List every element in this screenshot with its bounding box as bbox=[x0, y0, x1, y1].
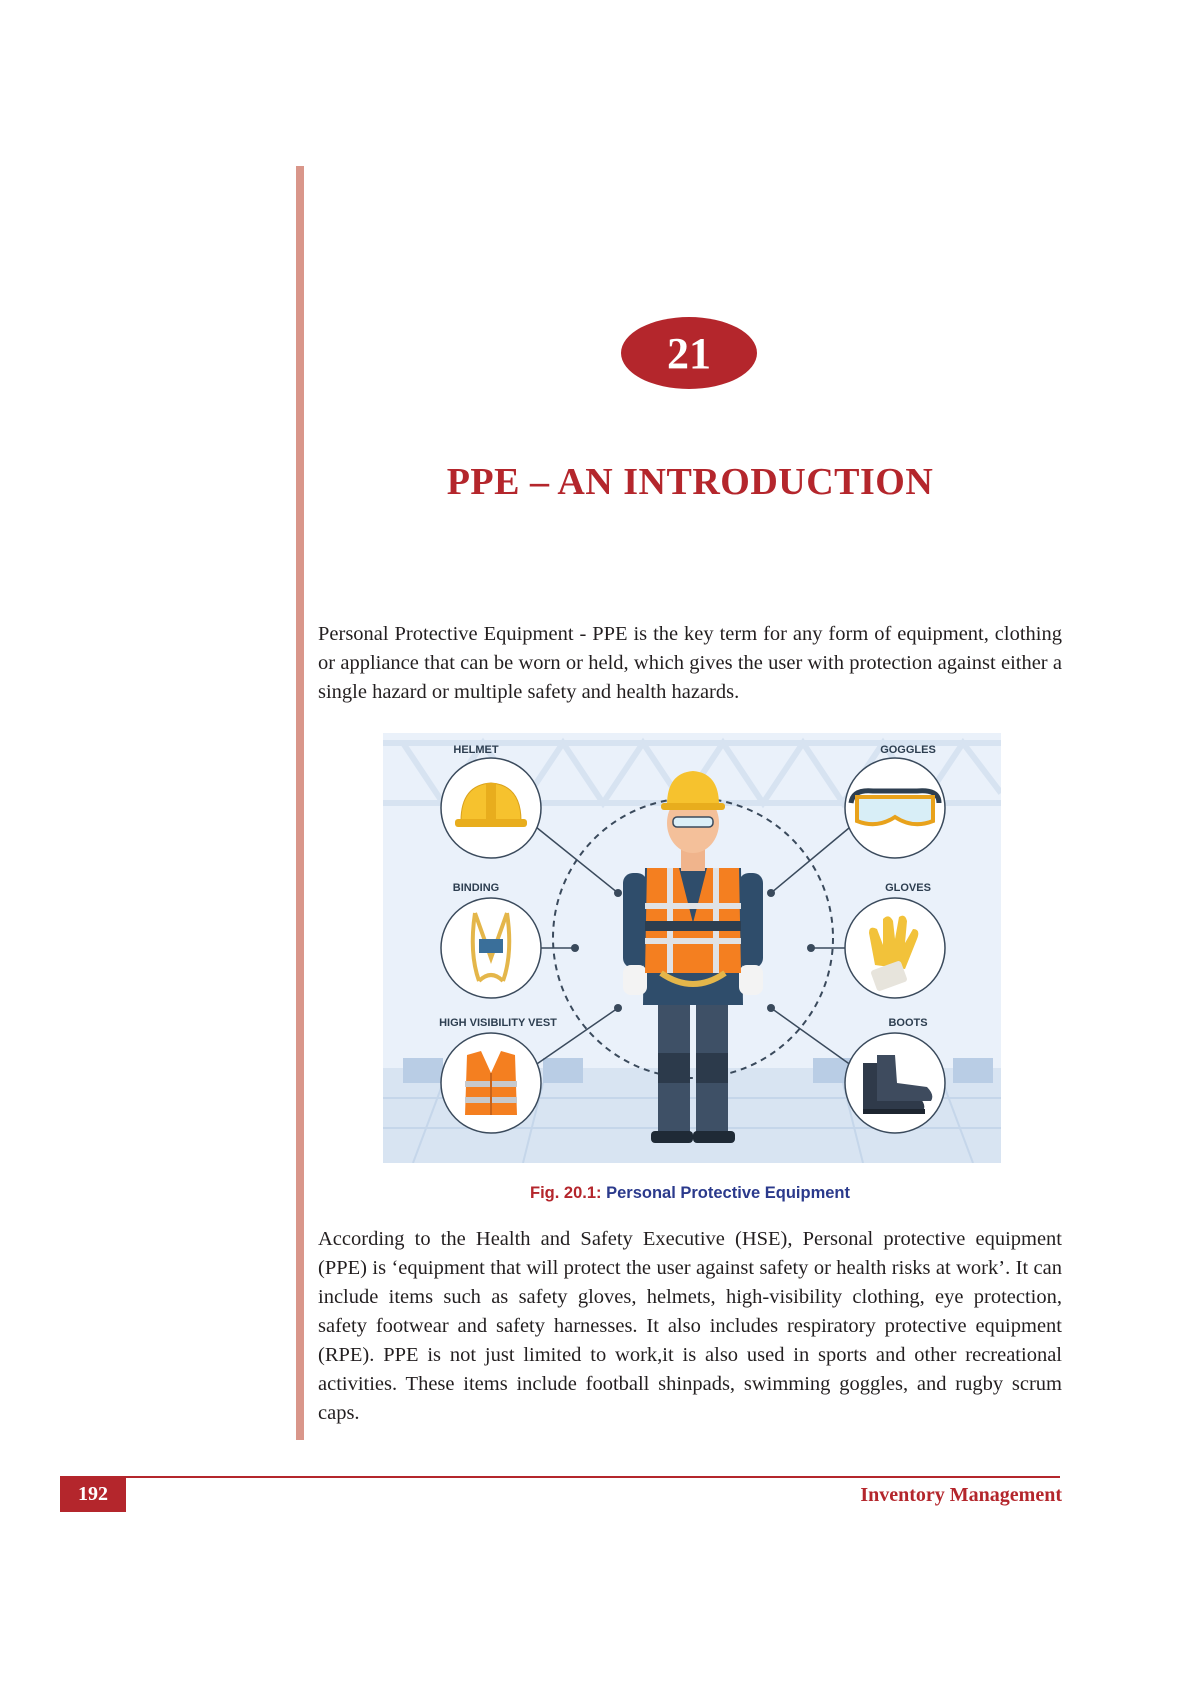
figure-caption-label: Fig. 20.1: bbox=[529, 1184, 602, 1202]
ppe-illustration bbox=[383, 733, 1001, 1163]
gloves-label: GLOVES bbox=[885, 882, 931, 894]
vest-label: HIGH VISIBILITY VEST bbox=[439, 1017, 557, 1029]
chapter-number-badge: 21 bbox=[621, 317, 757, 389]
binding-label: BINDING bbox=[452, 882, 500, 894]
figure-caption-text: Personal Protective Equipment bbox=[601, 1184, 850, 1202]
side-rule bbox=[296, 166, 304, 1440]
intro-paragraph: Personal Protective Equipment - PPE is the key term for any form of equipment, clothing or appliance that can be worn or held, which gives the user with protection against either a single hazard or multiple safety and health hazards. bbox=[318, 623, 1062, 703]
book-title: Inventory Management bbox=[860, 1484, 1062, 1506]
figure-caption bbox=[320, 1184, 1060, 1203]
footer-rule bbox=[60, 1476, 1060, 1478]
chapter-title: PPE – AN INTRODUCTION bbox=[446, 461, 934, 503]
boots-label: BOOTS bbox=[888, 1017, 928, 1029]
goggles-icon bbox=[851, 791, 939, 824]
goggles-label: GOGGLES bbox=[880, 744, 936, 756]
page-number: 192 bbox=[60, 1477, 126, 1512]
body-paragraph: According to the Health and Safety Executive (HSE), Personal protective equipment (PPE) is ‘equipment that will protect the user against safety or health risks at work’. It can include items such as safety gloves, helmets, high-visibility clothing, eye protection, safety footwear and safety harnesses. It also includes respiratory protective equipment (RPE). PPE is not just limited to work,it is also used in sports and other recreational activities. These items include football shinpads, swimming goggles, and rugby scrum caps. bbox=[318, 1228, 1062, 1424]
helmet-label: HELMET bbox=[453, 744, 499, 756]
